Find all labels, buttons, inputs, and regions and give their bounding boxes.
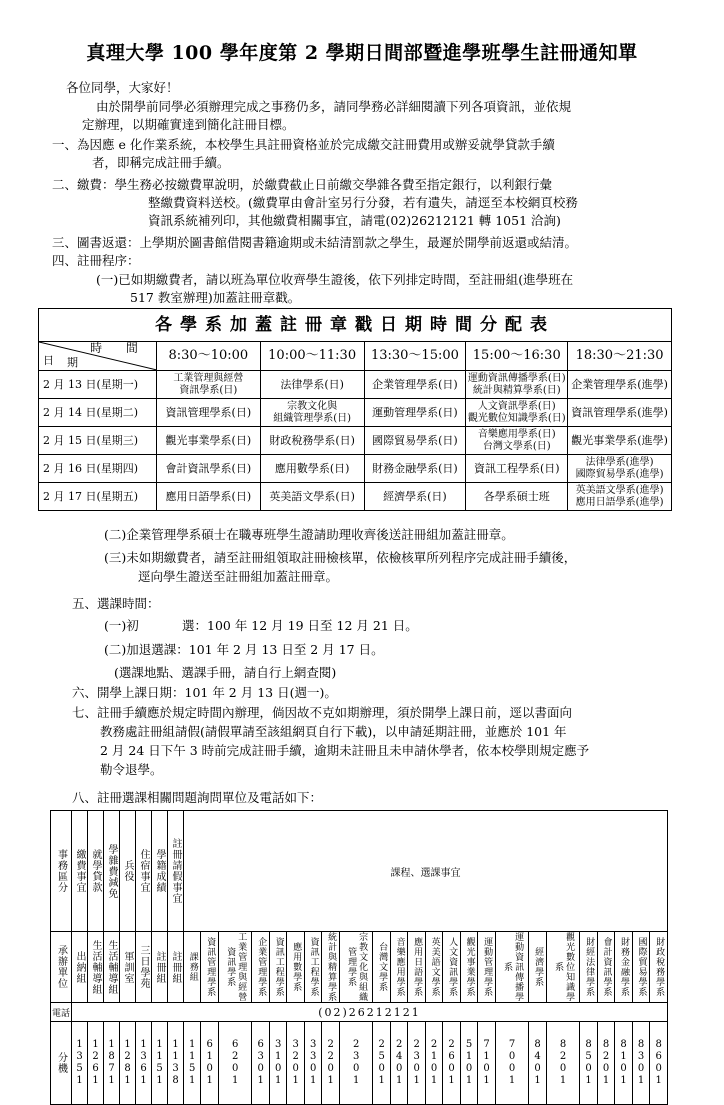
unit-cell: 會計資訊學系 — [597, 932, 614, 1003]
department-name: 宗教文化與 — [287, 400, 338, 412]
ext-cell: 8401 — [529, 1022, 546, 1105]
ext-cell: 8301 — [632, 1022, 649, 1105]
unit-cell: 財經法律學系 — [580, 932, 597, 1003]
schedule-cell — [260, 399, 364, 427]
ext-cell: 1151 — [152, 1022, 168, 1105]
ext-cell: 1138 — [168, 1022, 184, 1105]
department-name: 運動資訊傳播學系(日) — [467, 372, 566, 384]
schedule-cell — [568, 371, 672, 399]
ext-cell: 1151 — [184, 1022, 201, 1105]
unit-cell: 運動管理學系 — [478, 932, 495, 1003]
schedule-row — [39, 427, 672, 455]
item4-1-line-2: 517 教室辦理)加蓋註冊章戳。 — [130, 290, 301, 305]
schedule-cell — [364, 399, 466, 427]
schedule-cell — [466, 483, 568, 511]
affairs-header: 事務區分 — [51, 811, 72, 932]
intro-line-2: 定辦理，以期確實達到簡化註冊目標。 — [82, 117, 295, 132]
ext-cell: 2301 — [339, 1022, 373, 1105]
affair-cell: 繳費事宜 — [72, 811, 88, 932]
department-name: 國際貿易學系(進學) — [575, 468, 664, 480]
schedule-caption: 各學系加蓋註冊章戳日期時間分配表 — [39, 309, 672, 342]
unit-cell: 資訊工程學系 — [269, 932, 286, 1003]
department-name: 資訊管理學系(日) — [165, 405, 252, 419]
unit-cell: 英美語文學系 — [425, 932, 442, 1003]
department-name: 法律學系(進學) — [585, 456, 654, 468]
unit-cell: 國際貿易學系 — [632, 932, 649, 1003]
ext-cell: 2501 — [373, 1022, 390, 1105]
department-name: 組織管理學系(日) — [273, 412, 352, 424]
item7-line-3: 2 月 24 日下午 3 時前完成註冊手續，逾期未註冊且未申請休學者，依本校學則規定應予 — [100, 743, 590, 758]
item7-line-2: 教務處註冊組請假(請假單請至該組網頁自行下載)，以申請延期註冊，並應於 101 年 — [100, 724, 567, 739]
greeting: 各位同學，大家好！ — [66, 80, 179, 95]
unit-cell: 觀光事業學系 — [460, 932, 477, 1003]
schedule-date: 2 月 16 日(星期四) — [39, 455, 157, 483]
schedule-cell — [156, 399, 260, 427]
unit-cell: 三日學苑 — [136, 932, 152, 1003]
item5-2: (二)加退選課：101 年 2 月 13 日至 2 月 17 日。 — [104, 642, 384, 657]
ext-cell: 7001 — [495, 1022, 529, 1105]
unit-cell: 財務金融學系 — [615, 932, 632, 1003]
schedule-row — [39, 455, 672, 483]
department-name: 觀光事業學系(進學) — [571, 433, 668, 447]
ext-cell: 3201 — [287, 1022, 304, 1105]
department-name: 應用數學系(日) — [274, 461, 350, 475]
unit-cell: 出納組 — [72, 932, 88, 1003]
item5-1-text: 選：100 年 12 月 19 日至 12 月 21 日。 — [182, 618, 418, 633]
department-name: 企業管理學系(進學) — [571, 377, 668, 391]
item8: 八、註冊選課相關問題詢問單位及電話如下： — [72, 790, 323, 805]
schedule-cell — [364, 455, 466, 483]
schedule-cell — [156, 427, 260, 455]
item2-line-3: 資訊系統補列印，其他繳費相關事宜，請電(02)26212121 轉 1051 洽詢) — [148, 213, 561, 228]
schedule-date: 2 月 15 日(星期三) — [39, 427, 157, 455]
contact-table — [50, 810, 668, 1105]
phone-number: (02)26212121 — [72, 1003, 668, 1022]
ext-cell: 8601 — [650, 1022, 668, 1105]
item4: 四、註冊程序： — [52, 253, 140, 268]
slot-header: 13:30～15:00 — [364, 342, 466, 371]
ext-cell: 1871 — [104, 1022, 120, 1105]
department-name: 資訊管理學系(進學) — [571, 405, 668, 419]
ext-cell: 1361 — [136, 1022, 152, 1105]
affair-cell: 兵役 — [120, 811, 136, 932]
department-name: 經濟學系(日) — [383, 489, 447, 503]
department-name: 財政稅務學系(日) — [269, 433, 355, 447]
affair-cell: 註冊請假事宜 — [168, 811, 184, 932]
unit-cell: 課務組 — [184, 932, 201, 1003]
department-name: 應用日語學系(日) — [165, 489, 252, 503]
item2-line-2: 整繳費資料送校。(繳費單由會計室另行分發，若有遺失，請逕至本校網頁校務 — [148, 195, 578, 210]
schedule-corner — [39, 342, 157, 371]
item5-note: (選課地點、選課手冊，請自行上網查閱) — [114, 665, 337, 680]
department-name: 資訊工程學系(日) — [473, 461, 560, 475]
schedule-row — [39, 483, 672, 511]
ext-cell: 6101 — [201, 1022, 218, 1105]
corner-date: 日 — [43, 354, 54, 367]
unit-cell: 人文資訊學系 — [443, 932, 460, 1003]
unit-header: 承辦單位 — [51, 932, 72, 1003]
ext-cell: 1281 — [120, 1022, 136, 1105]
schedule-body — [39, 371, 672, 511]
corner-time: 時 間 — [90, 341, 148, 355]
department-name: 觀光事業學系(日) — [165, 433, 252, 447]
schedule-cell — [466, 455, 568, 483]
unit-cell: 運動資訊傳播學系 — [495, 932, 529, 1003]
schedule-cell — [568, 455, 672, 483]
ext-cell: 2401 — [390, 1022, 407, 1105]
item7-line-1: 七、註冊手續應於規定時間內辦理，倘因故不克如期辦理，須於開學上課日前，逕以書面向 — [72, 705, 573, 720]
unit-cell: 統計與精算學系 — [322, 932, 339, 1003]
schedule-cell — [260, 483, 364, 511]
schedule-cell — [466, 427, 568, 455]
schedule-row — [39, 399, 672, 427]
page-title: 真理大學 100 學年度第 2 學期日間部暨進學班學生註冊通知單 — [86, 42, 638, 64]
schedule-cell — [364, 427, 466, 455]
department-name: 人文資訊學系(日) — [477, 400, 556, 412]
schedule-cell — [466, 371, 568, 399]
item5: 五、選課時間： — [72, 596, 160, 611]
item6: 六、開學上課日期：101 年 2 月 13 日(週一)。 — [72, 685, 337, 700]
affair-cell: 學籍成績 — [152, 811, 168, 932]
slot-header: 15:00～16:30 — [466, 342, 568, 371]
department-name: 音樂應用學系(日) — [477, 428, 556, 440]
ext-cell: 8201 — [546, 1022, 580, 1105]
ext-cell: 1261 — [88, 1022, 104, 1105]
ext-cell: 8101 — [615, 1022, 632, 1105]
department-name: 觀光數位知識學系(日) — [467, 412, 566, 424]
item4-2: (二)企業管理學系碩士在職專班學生證請助理收齊後送註冊組加蓋註冊章。 — [104, 527, 514, 542]
schedule-cell — [260, 371, 364, 399]
ext-cell: 1351 — [72, 1022, 88, 1105]
ext-cell: 7101 — [478, 1022, 495, 1105]
schedule-date: 2 月 14 日(星期二) — [39, 399, 157, 427]
item1-line-2: 者，即稱完成註冊手續。 — [92, 155, 230, 170]
unit-cell: 音樂應用學系 — [390, 932, 407, 1003]
unit-cell: 財政稅務學系 — [650, 932, 668, 1003]
schedule-cell — [466, 399, 568, 427]
schedule-cell — [156, 371, 260, 399]
schedule-cell — [260, 427, 364, 455]
department-name: 財務金融學系(日) — [372, 461, 458, 475]
ext-cell: 2101 — [425, 1022, 442, 1105]
affair-cell: 就學貸款 — [88, 811, 104, 932]
department-name: 資訊學系(日) — [179, 384, 238, 396]
schedule-cell — [568, 483, 672, 511]
unit-cell: 經濟學系 — [529, 932, 546, 1003]
corner-period: 期 — [67, 356, 78, 369]
department-name: 工業管理與經營 — [173, 372, 244, 384]
unit-cell: 軍訓室 — [120, 932, 136, 1003]
affair-cell: 住宿事宜 — [136, 811, 152, 932]
unit-cell: 生活輔導組 — [88, 932, 104, 1003]
item4-3-line-2: 逕向學生證送至註冊組加蓋註冊章。 — [138, 569, 339, 584]
department-name: 運動管理學系(日) — [372, 405, 458, 419]
ext-cell: 2301 — [408, 1022, 425, 1105]
unit-cell: 資訊管理學系 — [201, 932, 218, 1003]
unit-cell: 工業管理與經營資訊學系 — [218, 932, 252, 1003]
department-name: 應用日語學系(進學) — [575, 496, 664, 508]
schedule-cell — [568, 399, 672, 427]
schedule-date: 2 月 13 日(星期一) — [39, 371, 157, 399]
ext-cell: 8201 — [597, 1022, 614, 1105]
ext-cell: 2601 — [443, 1022, 460, 1105]
unit-cell: 註冊組 — [168, 932, 184, 1003]
schedule-cell — [568, 427, 672, 455]
department-name: 台灣文學系(日) — [482, 440, 551, 452]
schedule-table — [38, 308, 672, 511]
item1-line-1: 一、為因應 e 化作業系統，本校學生具註冊資格並於完成繳交註冊費用或辦妥就學貸款手續 — [52, 137, 555, 152]
ext-cell: 3101 — [269, 1022, 286, 1105]
department-name: 會計資訊學系(日) — [165, 461, 252, 475]
course-header: 課程、選課事宜 — [184, 811, 668, 932]
department-name: 國際貿易學系(日) — [372, 433, 458, 447]
schedule-cell — [156, 483, 260, 511]
unit-cell: 宗教文化與組織管理學系 — [339, 932, 373, 1003]
unit-cell: 資訊工程學系 — [304, 932, 321, 1003]
slot-header: 18:30～21:30 — [568, 342, 672, 371]
ext-cell: 6301 — [252, 1022, 269, 1105]
ext-cell: 2201 — [322, 1022, 339, 1105]
department-name: 各學系碩士班 — [483, 489, 550, 503]
slot-header: 8:30～10:00 — [156, 342, 260, 371]
department-name: 英美語文學系(進學) — [575, 484, 664, 496]
schedule-date: 2 月 17 日(星期五) — [39, 483, 157, 511]
department-name: 統計與精算學系(日) — [472, 384, 561, 396]
item2-line-1: 二、繳費：學生務必按繳費單說明，於繳費截止日前繳交學雜各費至指定銀行，以利銀行彙 — [52, 177, 553, 192]
slot-header: 10:00～11:30 — [260, 342, 364, 371]
schedule-cell — [364, 483, 466, 511]
phone-header: 電話 — [51, 1003, 72, 1022]
ext-cell: 8501 — [580, 1022, 597, 1105]
unit-cell: 台灣文學系 — [373, 932, 390, 1003]
item7-line-4: 勒令退學。 — [100, 762, 163, 777]
affair-cell: 學雜費減免 — [104, 811, 120, 932]
unit-cell: 生活輔導組 — [104, 932, 120, 1003]
intro-line-1: 由於開學前同學必須辦理完成之事務仍多，請同學務必詳細閱讀下列各項資訊，並依規 — [96, 99, 572, 114]
ext-cell: 6201 — [218, 1022, 252, 1105]
unit-cell: 應用數學系 — [287, 932, 304, 1003]
item5-1-label: (一)初 — [104, 618, 139, 633]
unit-cell: 觀光數位知識學系 — [546, 932, 580, 1003]
unit-cell: 應用日語學系 — [408, 932, 425, 1003]
ext-cell: 3301 — [304, 1022, 321, 1105]
item3: 三、圖書返還：上學期於圖書館借閱書籍逾期或未結清罰款之學生，最遲於開學前返還或結清。 — [52, 235, 578, 250]
unit-cell: 企業管理學系 — [252, 932, 269, 1003]
schedule-cell — [156, 455, 260, 483]
schedule-cell — [364, 371, 466, 399]
item4-3-line-1: (三)未如期繳費者，請至註冊組領取註冊檢核單，依檢核單所列程序完成註冊手續後， — [104, 550, 577, 565]
department-name: 企業管理學系(日) — [372, 377, 458, 391]
schedule-cell — [260, 455, 364, 483]
ext-cell: 5101 — [460, 1022, 477, 1105]
unit-cell: 註冊組 — [152, 932, 168, 1003]
item4-1-line-1: (一)已如期繳費者，請以班為單位收齊學生證後，依下列排定時間，至註冊組(進學班在 — [96, 272, 574, 287]
department-name: 法律學系(日) — [280, 377, 344, 391]
department-name: 英美語文學系(日) — [269, 489, 355, 503]
ext-header: 分機 — [51, 1022, 72, 1105]
schedule-row — [39, 371, 672, 399]
